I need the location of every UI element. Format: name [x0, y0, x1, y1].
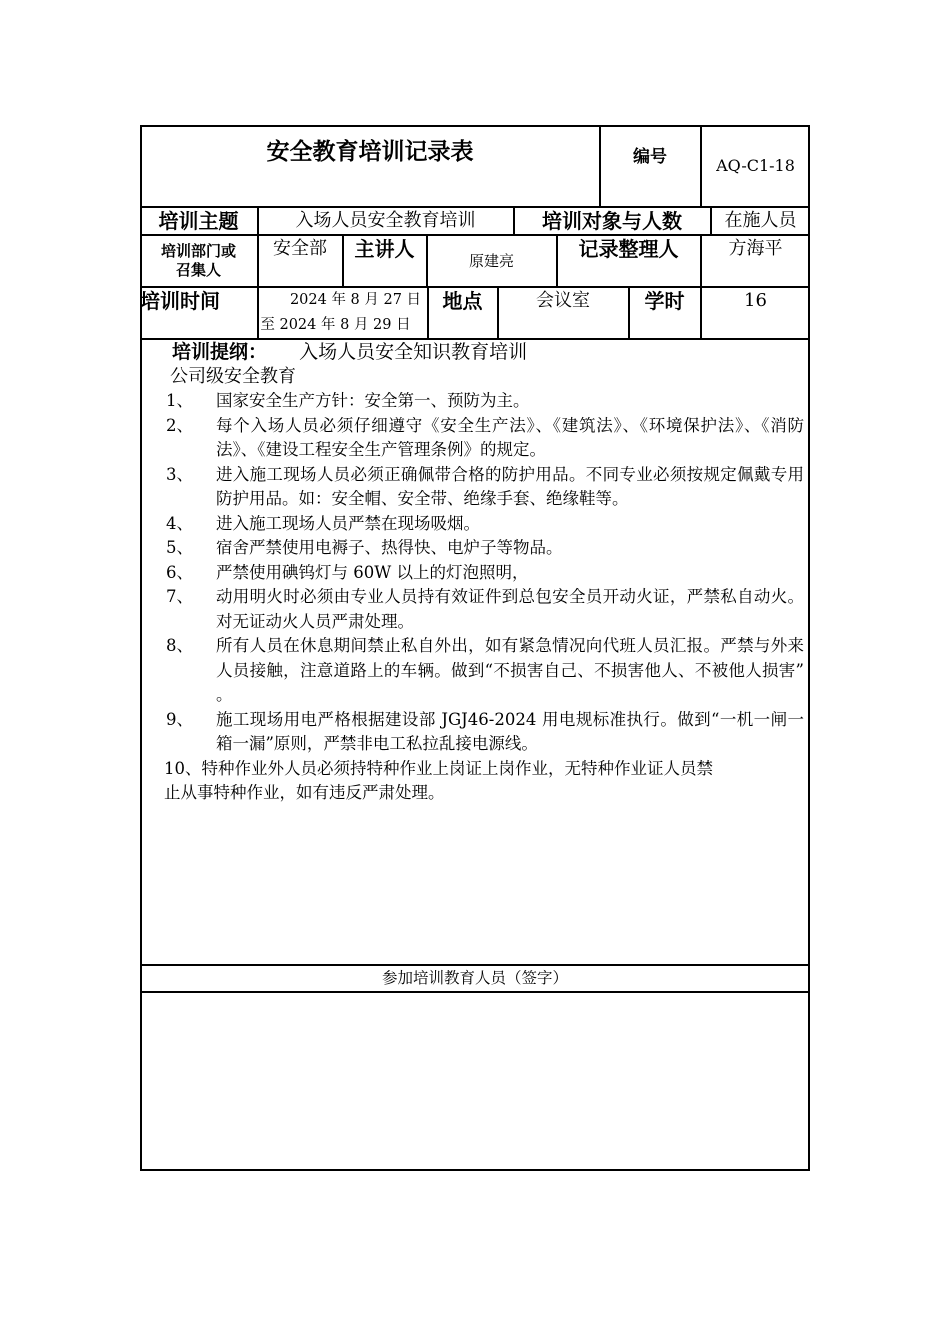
outline-subject: 入场人员安全知识教育培训 [299, 341, 528, 363]
outline-item-number: 4、 [166, 513, 193, 533]
recorder-value: 方海平 [728, 237, 783, 259]
outline-item-number: 2、 [166, 415, 193, 435]
outline-item [164, 585, 804, 634]
outline-items [164, 389, 804, 757]
hours-label: 学时 [644, 288, 685, 313]
outline-section: 公司级安全教育 [170, 365, 296, 387]
audience-label: 培训对象与人数 [542, 208, 682, 233]
speaker-value: 原建亮 [468, 251, 514, 270]
outline-item-text: 所有人员在休息期间禁止私自外出，如有紧急情况向代班人员汇报。严禁与外来人员接触，注意道路上的车辆。做到“不损害自己、不损害他人、不被他人损害” 。 [216, 636, 804, 704]
outline-item-10-line2: 止从事特种作业，如有违反严肃处理。 [164, 783, 445, 802]
topic-label: 培训主题 [158, 208, 239, 233]
dept-label [140, 236, 257, 286]
outline-label: 培训提纲： [172, 341, 268, 363]
outline-item-text: 施工现场用电严格根据建设部 JGJ46-2024 用电规标准执行。做到“一机一闸一箱一漏”原则，严禁非电工私拉乱接电源线。 [216, 709, 804, 753]
dept-value: 安全部 [273, 237, 327, 259]
outline-item [164, 414, 804, 463]
outline-item-number: 8、 [166, 636, 193, 655]
dept-label-line1: 培训部门或 [160, 242, 236, 261]
outline-item-text: 动用明火时必须由专业人员持有效证件到总包安全员开动火证，严禁私自动火。对无证动火人员严肃处理。 [216, 587, 804, 631]
outline-item-text: 国家安全生产方针：安全第一、预防为主。 [216, 391, 530, 410]
outline-heading [164, 340, 804, 365]
outline-item-text: 宿舍严禁使用电褥子、热得快、电炉子等物品。 [216, 538, 563, 557]
training-outline [164, 340, 804, 806]
outline-item-number: 1、 [166, 391, 193, 410]
outline-item-number: 9、 [166, 709, 193, 729]
signature-header: 参加培训教育人员（签字） [381, 968, 568, 987]
code-label: 编号 [633, 147, 667, 168]
outline-item-number: 7、 [166, 587, 193, 606]
place-value: 会议室 [536, 289, 590, 311]
speaker-label: 主讲人 [354, 236, 415, 261]
code-value: AQ-C1-18 [716, 156, 795, 175]
form-title: 安全教育培训记录表 [266, 137, 474, 165]
time-line1: 2024 年 8 月 27 日 [289, 292, 422, 308]
outline-item-text: 每个入场人员必须仔细遵守《安全生产法》、《建筑法》、《环境保护法》、《消防法》、《建设工程安全生产管理条例》的规定。 [216, 415, 804, 459]
outline-item [164, 512, 804, 537]
outline-item [164, 389, 804, 414]
time-value [258, 288, 427, 338]
dept-label-line2: 召集人 [175, 261, 221, 279]
outline-item [164, 463, 804, 512]
place-label: 地点 [442, 288, 483, 313]
outline-item-text: 严禁使用碘钨灯与 60W 以上的灯泡照明， [216, 562, 529, 582]
outline-item-number: 3、 [166, 464, 193, 484]
topic-value: 入场人员安全教育培训 [295, 209, 476, 231]
outline-item-text: 进入施工现场人员必须正确佩带合格的防护用品。不同专业必须按规定佩戴专用防护用品。如：安全帽、安全带、绝缘手套、绝缘鞋等。 [216, 464, 804, 508]
outline-item-number: 6、 [166, 562, 193, 582]
outline-item-number: 5、 [166, 538, 193, 557]
outline-item [164, 708, 804, 757]
outline-item [164, 634, 804, 708]
outline-item-text: 进入施工现场人员严禁在现场吸烟。 [216, 513, 480, 533]
outline-item-10-line1: 10、特种作业外人员必须持特种作业上岗证上岗作业，无特种作业证人员禁 [164, 758, 713, 778]
time-line2: 至 2024 年 8 月 29 日 [260, 317, 411, 333]
recorder-label: 记录整理人 [578, 236, 679, 261]
time-label: 培训时间 [140, 288, 220, 313]
outline-item [164, 561, 804, 586]
outline-item [164, 536, 804, 561]
signature-area[interactable] [142, 993, 808, 1169]
audience-value: 在施人员 [724, 209, 797, 231]
hours-value: 16 [744, 289, 767, 311]
